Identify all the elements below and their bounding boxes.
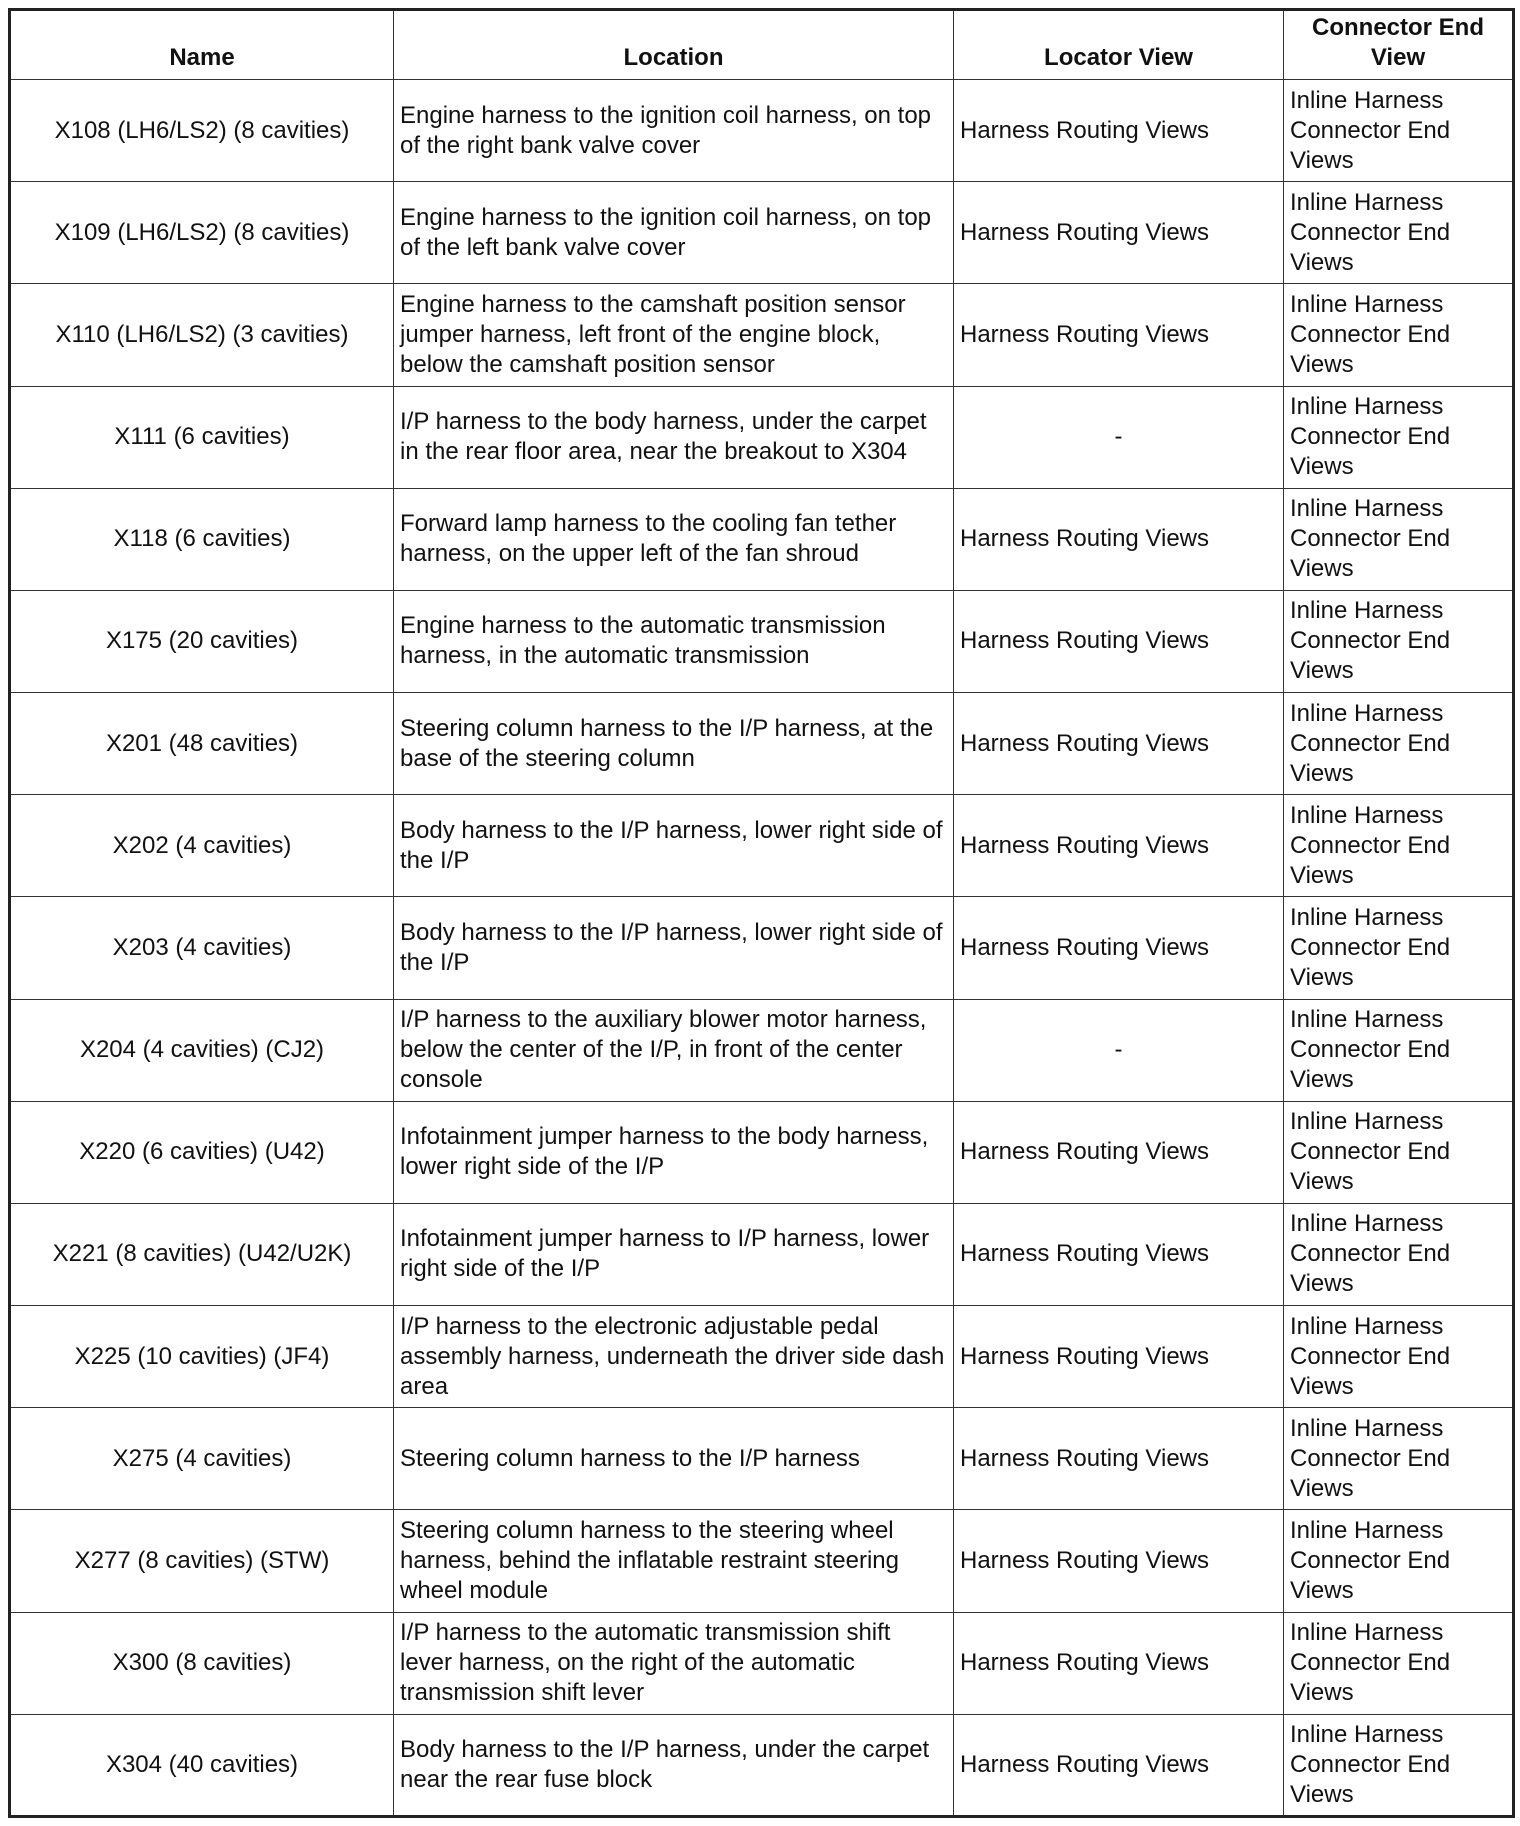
locator-view-link[interactable]: Harness Routing Views <box>954 1612 1284 1714</box>
table-row <box>10 1612 1514 1714</box>
header-row <box>10 10 1514 80</box>
table-row <box>10 795 1514 897</box>
location-cell: I/P harness to the body harness, under the carpet in the rear floor area, near the breakout to X304 <box>394 386 954 488</box>
connector-name-cell: X221 (8 cavities) (U42/U2K) <box>10 1203 394 1305</box>
locator-view-link[interactable]: Harness Routing Views <box>954 284 1284 386</box>
table-row <box>10 590 1514 692</box>
connector-name-cell: X110 (LH6/LS2) (3 cavities) <box>10 284 394 386</box>
locator-view-link[interactable]: Harness Routing Views <box>954 795 1284 897</box>
locator-view-link[interactable]: Harness Routing Views <box>954 80 1284 182</box>
connector-name-cell: X118 (6 cavities) <box>10 488 394 590</box>
locator-view-link[interactable]: Harness Routing Views <box>954 1510 1284 1612</box>
table-row <box>10 1408 1514 1510</box>
location-cell: Steering column harness to the steering wheel harness, behind the inflatable restraint steering wheel module <box>394 1510 954 1612</box>
location-cell: Engine harness to the ignition coil harness, on top of the left bank valve cover <box>394 182 954 284</box>
table-row <box>10 386 1514 488</box>
locator-view-link[interactable]: Harness Routing Views <box>954 1306 1284 1408</box>
connector-end-view-link[interactable]: Inline Harness Connector End Views <box>1284 590 1514 692</box>
connector-end-view-link[interactable]: Inline Harness Connector End Views <box>1284 1306 1514 1408</box>
connector-name-cell: X175 (20 cavities) <box>10 590 394 692</box>
connector-name-cell: X225 (10 cavities) (JF4) <box>10 1306 394 1408</box>
connector-name-cell: X203 (4 cavities) <box>10 897 394 999</box>
connector-end-view-link[interactable]: Inline Harness Connector End Views <box>1284 488 1514 590</box>
connector-name-cell: X202 (4 cavities) <box>10 795 394 897</box>
locator-view-link[interactable]: Harness Routing Views <box>954 1203 1284 1305</box>
connector-name-cell: X201 (48 cavities) <box>10 693 394 795</box>
connector-end-view-link[interactable]: Inline Harness Connector End Views <box>1284 386 1514 488</box>
locator-view-link[interactable]: Harness Routing Views <box>954 182 1284 284</box>
table-row <box>10 1510 1514 1612</box>
header-connector-end-view: Connector End View <box>1284 10 1514 80</box>
location-cell: I/P harness to the electronic adjustable pedal assembly harness, underneath the driver side dash area <box>394 1306 954 1408</box>
locator-view-link: - <box>954 999 1284 1101</box>
connector-name-cell: X109 (LH6/LS2) (8 cavities) <box>10 182 394 284</box>
location-cell: Body harness to the I/P harness, lower right side of the I/P <box>394 795 954 897</box>
table-row <box>10 1101 1514 1203</box>
location-cell: Steering column harness to the I/P harness <box>394 1408 954 1510</box>
location-cell: Infotainment jumper harness to the body harness, lower right side of the I/P <box>394 1101 954 1203</box>
locator-view-link[interactable]: Harness Routing Views <box>954 1101 1284 1203</box>
location-cell: Engine harness to the camshaft position sensor jumper harness, left front of the engine block, below the camshaft position sensor <box>394 284 954 386</box>
location-cell: Steering column harness to the I/P harness, at the base of the steering column <box>394 693 954 795</box>
header-locator-view: Locator View <box>954 10 1284 80</box>
connector-end-view-link[interactable]: Inline Harness Connector End Views <box>1284 182 1514 284</box>
location-cell: Body harness to the I/P harness, under the carpet near the rear fuse block <box>394 1714 954 1816</box>
location-cell: Engine harness to the automatic transmission harness, in the automatic transmission <box>394 590 954 692</box>
table-row <box>10 1203 1514 1305</box>
connector-name-cell: X277 (8 cavities) (STW) <box>10 1510 394 1612</box>
connector-name-cell: X111 (6 cavities) <box>10 386 394 488</box>
connector-end-view-link[interactable]: Inline Harness Connector End Views <box>1284 1714 1514 1816</box>
connector-name-cell: X275 (4 cavities) <box>10 1408 394 1510</box>
connector-name-cell: X300 (8 cavities) <box>10 1612 394 1714</box>
locator-view-link[interactable]: Harness Routing Views <box>954 1408 1284 1510</box>
connector-end-view-link[interactable]: Inline Harness Connector End Views <box>1284 1101 1514 1203</box>
location-cell: I/P harness to the auxiliary blower motor harness, below the center of the I/P, in front of the center console <box>394 999 954 1101</box>
table-row <box>10 897 1514 999</box>
header-location: Location <box>394 10 954 80</box>
locator-view-link[interactable]: Harness Routing Views <box>954 897 1284 999</box>
connector-end-view-link[interactable]: Inline Harness Connector End Views <box>1284 1408 1514 1510</box>
connector-end-view-link[interactable]: Inline Harness Connector End Views <box>1284 999 1514 1101</box>
table-row <box>10 1714 1514 1816</box>
connector-end-view-link[interactable]: Inline Harness Connector End Views <box>1284 1510 1514 1612</box>
locator-view-link: - <box>954 386 1284 488</box>
table-row <box>10 1306 1514 1408</box>
table-row <box>10 693 1514 795</box>
connector-end-view-link[interactable]: Inline Harness Connector End Views <box>1284 284 1514 386</box>
location-cell: Body harness to the I/P harness, lower right side of the I/P <box>394 897 954 999</box>
table-body <box>10 80 1514 1817</box>
locator-view-link[interactable]: Harness Routing Views <box>954 590 1284 692</box>
location-cell: Infotainment jumper harness to I/P harness, lower right side of the I/P <box>394 1203 954 1305</box>
table-row <box>10 284 1514 386</box>
connector-end-view-link[interactable]: Inline Harness Connector End Views <box>1284 693 1514 795</box>
connector-end-view-link[interactable]: Inline Harness Connector End Views <box>1284 1612 1514 1714</box>
connector-name-cell: X204 (4 cavities) (CJ2) <box>10 999 394 1101</box>
connector-name-cell: X108 (LH6/LS2) (8 cavities) <box>10 80 394 182</box>
table-row <box>10 182 1514 284</box>
location-cell: Forward lamp harness to the cooling fan tether harness, on the upper left of the fan shroud <box>394 488 954 590</box>
connector-end-view-link[interactable]: Inline Harness Connector End Views <box>1284 80 1514 182</box>
table-row <box>10 488 1514 590</box>
connector-name-cell: X304 (40 cavities) <box>10 1714 394 1816</box>
connector-end-view-link[interactable]: Inline Harness Connector End Views <box>1284 795 1514 897</box>
connector-end-view-link[interactable]: Inline Harness Connector End Views <box>1284 897 1514 999</box>
location-cell: I/P harness to the automatic transmission shift lever harness, on the right of the automatic transmission shift lever <box>394 1612 954 1714</box>
table-row <box>10 999 1514 1101</box>
header-name: Name <box>10 10 394 80</box>
location-cell: Engine harness to the ignition coil harness, on top of the right bank valve cover <box>394 80 954 182</box>
locator-view-link[interactable]: Harness Routing Views <box>954 1714 1284 1816</box>
inline-connector-table <box>8 8 1515 1818</box>
connector-end-view-link[interactable]: Inline Harness Connector End Views <box>1284 1203 1514 1305</box>
locator-view-link[interactable]: Harness Routing Views <box>954 693 1284 795</box>
locator-view-link[interactable]: Harness Routing Views <box>954 488 1284 590</box>
table-row <box>10 80 1514 182</box>
connector-name-cell: X220 (6 cavities) (U42) <box>10 1101 394 1203</box>
